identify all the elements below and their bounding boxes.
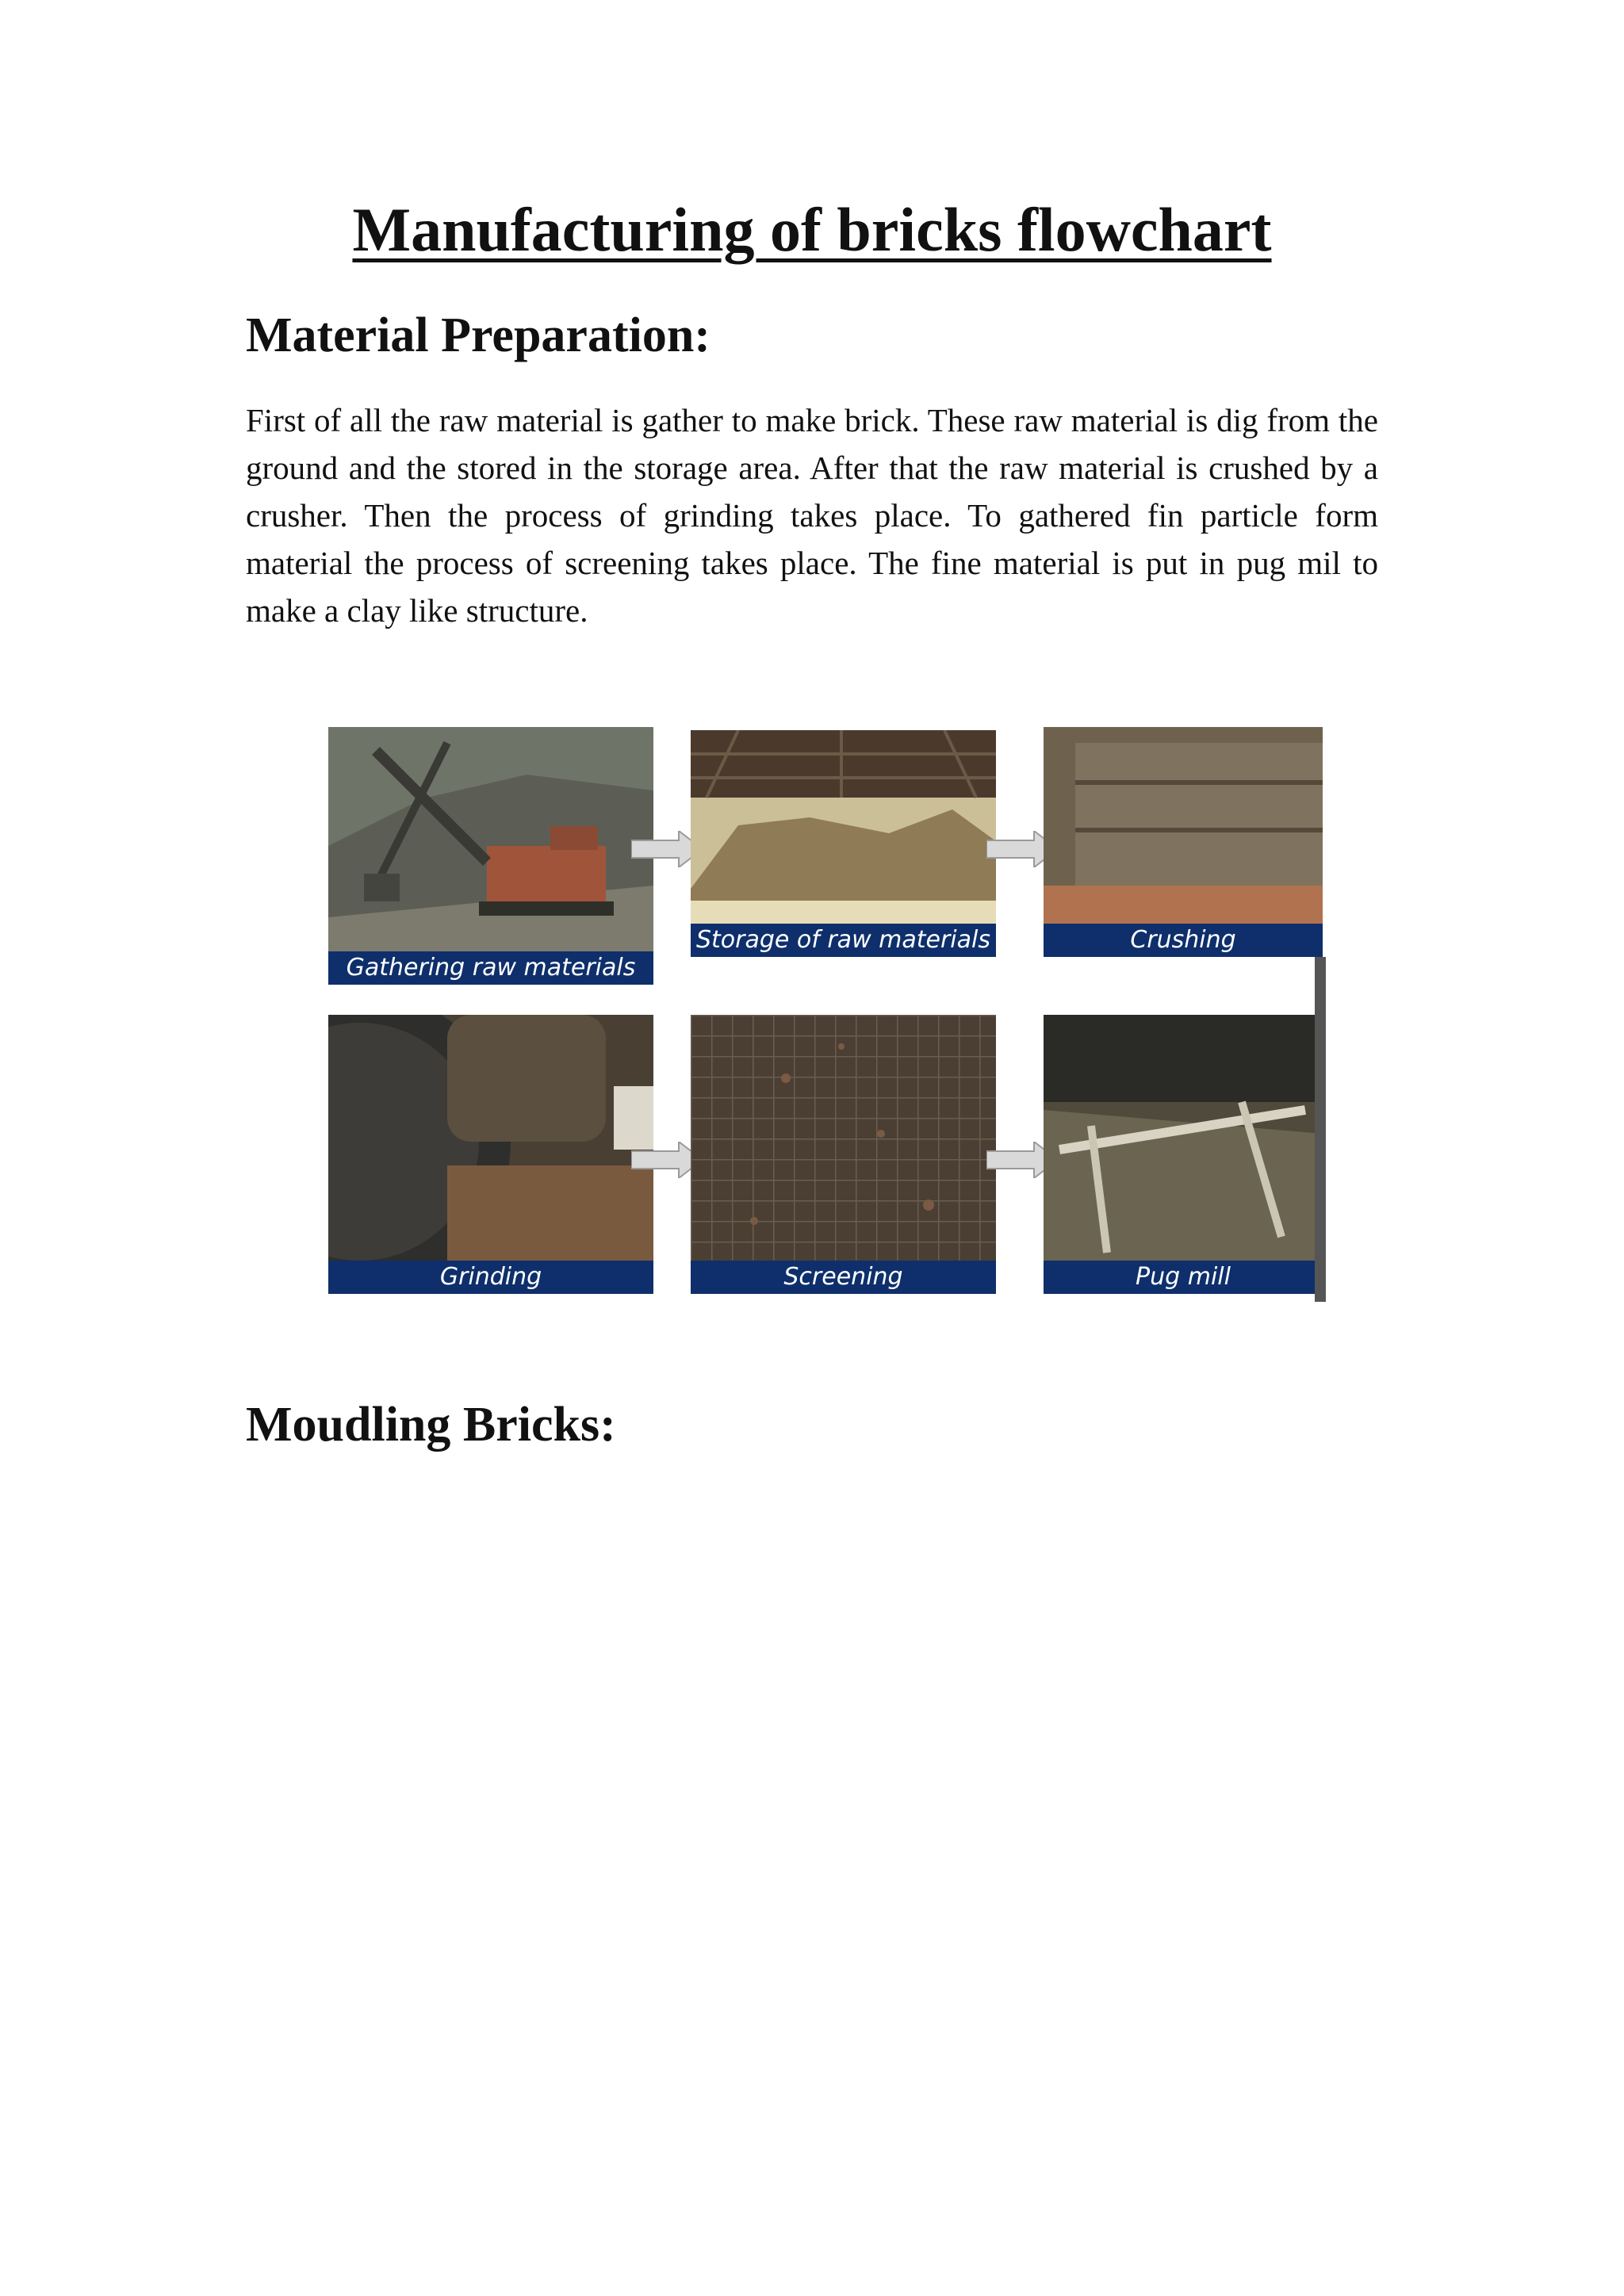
pug-mill-photo (1044, 1015, 1323, 1294)
step-caption: Screening (691, 1261, 996, 1294)
page-title: Manufacturing of bricks flowchart (352, 195, 1272, 264)
step-caption: Crushing (1044, 924, 1323, 957)
storage-of-raw-materials-photo (691, 730, 996, 957)
step-caption: Grinding (328, 1261, 653, 1294)
step-caption: Storage of raw materials (691, 924, 996, 957)
step-caption: Pug mill (1044, 1261, 1323, 1294)
brick-process-flowchart (325, 725, 1326, 1304)
grinding-photo (328, 1015, 653, 1294)
gathering-raw-materials-photo (328, 727, 653, 985)
crushing-photo (1044, 727, 1323, 957)
material-preparation-heading: Material Preparation: (246, 308, 710, 362)
screening-photo (691, 1015, 996, 1294)
step-caption: Gathering raw materials (328, 951, 653, 985)
material-preparation-paragraph: First of all the raw material is gather to make brick. These raw material is dig from the ground and the stored in the storage area. After that the raw material is crushed by a crusher. Then the process of grinding takes place. To gathered fin particle form material the process of screening takes place. The fine material is put in pug mil to make a clay like structure. (246, 402, 1378, 629)
image-edge-bar (1315, 957, 1326, 1302)
moulding-bricks-heading: Moudling Bricks: (246, 1398, 616, 1452)
